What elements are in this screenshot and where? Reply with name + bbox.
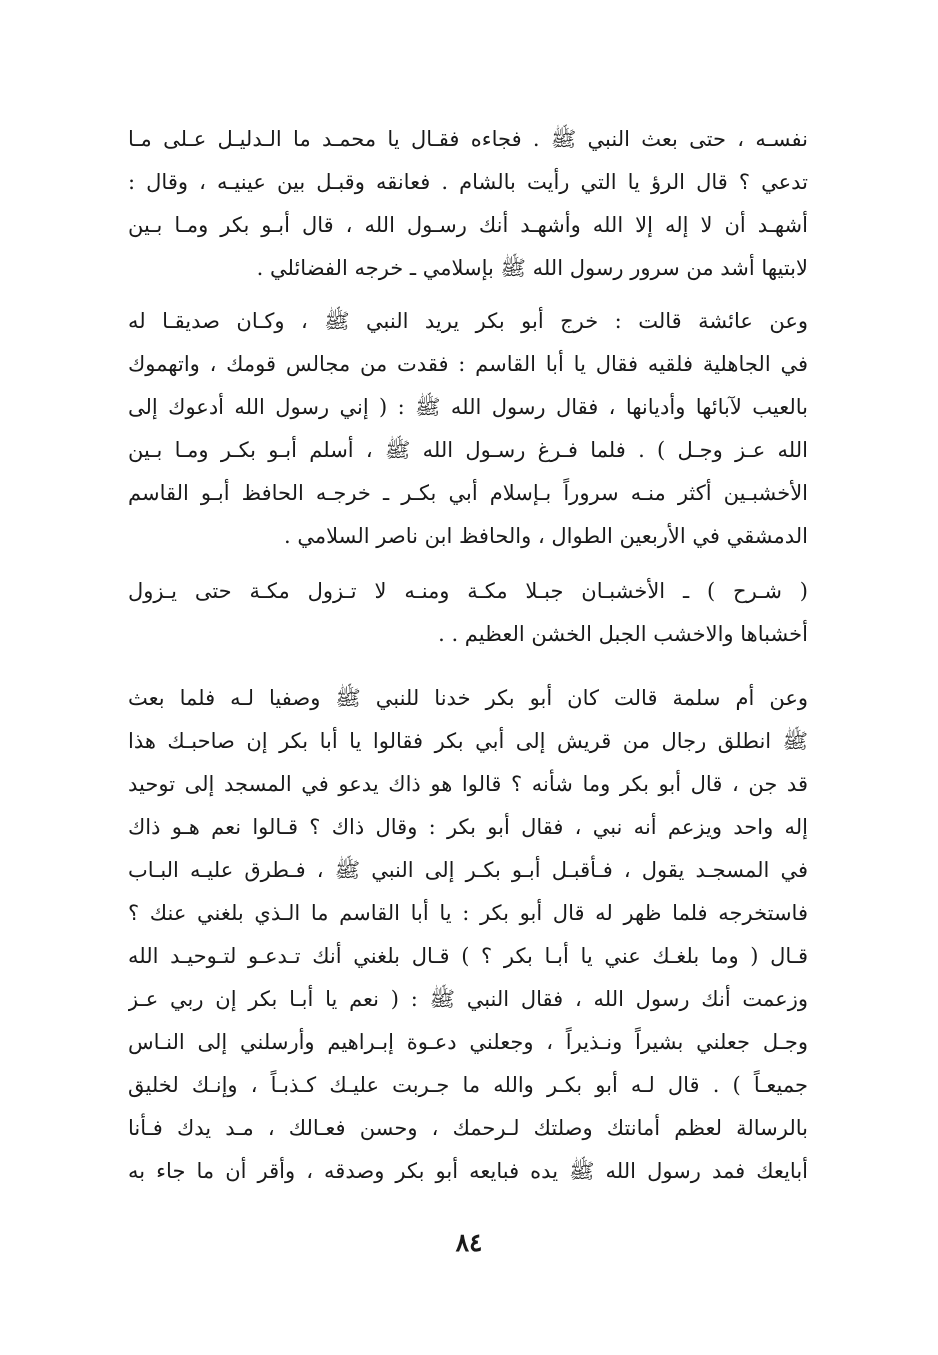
text-line: أخشباها والاخشب الجبل الخشن العظيم . . — [438, 622, 808, 646]
text-line: تدعي ؟ قال الرؤ يا التي رأيت بالشام . فعانقه وقبـل بين عينيـه ، وقال : — [128, 170, 808, 194]
paragraph-4 — [128, 677, 808, 1193]
commentary-paragraph — [128, 570, 808, 656]
text-line: في المسجـد يقول ، فـأقبـل أبـو بكـر إلى النبي ﷺ ، فـطرق عليـه البـاب — [128, 858, 808, 882]
text-line: وزعمت أنك رسول الله ، فقال النبي ﷺ : ( نعم يا أبـا بكر إن ربي عـز — [128, 987, 808, 1011]
text-line: جميعـاً ) . قال لـه أبو بكـر والله ما جـربت عليـك كـذبـاً ، وإنـك لخليق — [128, 1073, 808, 1097]
text-line: وعن عائشة قالت : خرج أبو بكر يريد النبي ﷺ ، وكـان صديقـا له — [128, 309, 808, 333]
text-line: بالرسالة لعظم أمانتك وصلتك لـرحمك ، وحسن فعـالك ، مـد يدك فـأنا — [128, 1116, 808, 1140]
text-line: ( شـرح ) ـ الأخشبـان جبـلا مكـة ومنـه لا تـزول مكـة حتى يـزول — [128, 579, 808, 603]
text-line: وجـل جعلني بشيراً ونـذيراً ، وجعلني دعـوة إبـراهيم وأرسلني إلى النـاس — [128, 1030, 808, 1054]
text-line: لابتيها أشد من سرور رسول الله ﷺ بإسلامي ـ خرجه الفضائلي . — [256, 256, 808, 280]
text-line: أشهـد أن لا إله إلا الله وأشهـد أنك رسـول الله ، قال أبـو بكر ومـا بـين — [128, 213, 808, 237]
text-line: نفسـه ، حتى بعث النبي ﷺ . فجاءه فقـال يا محمـد ما الـدليـل عـلى مـا — [128, 127, 808, 151]
text-line: بالعيب لآبائها وأديانها ، فقال رسول الله ﷺ : ( إني رسول الله أدعوك إلى — [128, 395, 808, 419]
paragraph-2 — [128, 300, 808, 558]
text-line: الله عـز وجـل ) . فلما فـرغ رسـول الله ﷺ ، أسلم أبـو بكـر ومـا بـين — [128, 438, 808, 462]
text-line: الدمشقي في الأربعين الطوال ، والحافظ ابن ناصر السلامي . — [284, 524, 808, 548]
text-line: أبايعك فمد رسول الله ﷺ يده فبايعه أبو بكر وصدقه ، وأقر أن ما جاء به — [128, 1159, 808, 1183]
text-line: قـال ( وما بلغـك عني يا أبـا بكر ؟ ) قـال بلغني أنك تـدعـو لتـوحيـد الله — [128, 944, 808, 968]
page-number: ٨٤ — [455, 1228, 483, 1257]
text-line: في الجاهلية فلقيه فقال يا أبا القاسم : فقدت من مجالس قومك ، واتهموك — [128, 352, 808, 376]
paragraph-1 — [128, 118, 808, 290]
text-line: قد جن ، قال أبو بكر وما شأنه ؟ قالوا هو ذاك يدعو في المسجد إلى توحيد — [128, 772, 808, 796]
text-line: وعن أم سلمة قالت كان أبو بكر خدنا للنبي ﷺ وصفيا لـه فلما بعث — [128, 686, 808, 710]
text-line: ﷺ انطلق رجال من قريش إلى أبي بكر فقالوا يا أبا بكر إن صاحبـك هذا — [128, 729, 808, 753]
text-line: فاستخرجه فلما ظهر له قال أبو بكر : يا أبا القاسم ما الـذي بلغني عنك ؟ — [128, 901, 808, 925]
text-line: الأخشبـين أكثر منـه سروراً بـإسلام أبي بكـر ـ خرجـه الحافظ أبـو القاسم — [128, 481, 808, 505]
text-line: إله واحد ويزعم أنه نبي ، فقال أبو بكر : وقال ذاك ؟ قـالوا نعم هـو ذاك — [128, 815, 808, 839]
